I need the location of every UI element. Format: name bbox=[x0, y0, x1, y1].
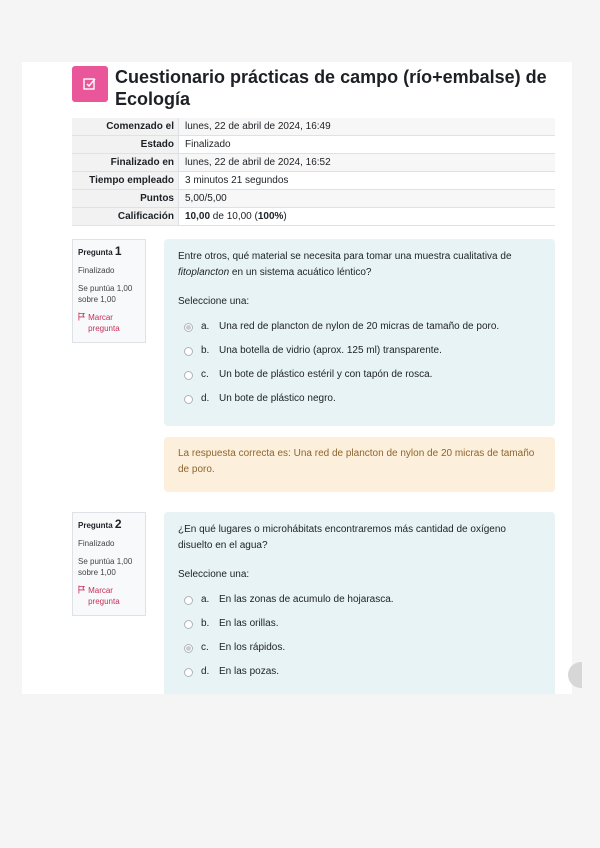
grade-close: ) bbox=[283, 211, 287, 222]
question-text-part: en un sistema acuático léntico? bbox=[229, 267, 372, 278]
flag-question-link[interactable] bbox=[78, 585, 140, 607]
answer-letter: d. bbox=[201, 393, 210, 404]
summary-value: 3 minutos 21 segundos bbox=[179, 172, 556, 190]
answer-text: En las zonas de acumulo de hojarasca. bbox=[219, 594, 394, 605]
question-number-label: Pregunta bbox=[78, 248, 113, 257]
answer-letter: d. bbox=[201, 666, 210, 677]
grade-value: 10,00 bbox=[185, 211, 211, 222]
answer-option-d[interactable] bbox=[178, 660, 541, 684]
question-number bbox=[78, 519, 140, 531]
answer-radio[interactable] bbox=[184, 347, 193, 356]
answer-option-b[interactable] bbox=[178, 339, 541, 363]
answer-text: Una red de plancton de nylon de 20 micras de tamaño de poro. bbox=[219, 321, 500, 332]
summary-value: lunes, 22 de abril de 2024, 16:49 bbox=[179, 118, 556, 136]
question-number-value: 2 bbox=[114, 517, 122, 531]
question-text bbox=[178, 249, 541, 281]
answer-radio-selected[interactable] bbox=[184, 644, 193, 653]
question-grade: Se puntúa 1,00 sobre 1,00 bbox=[78, 284, 133, 304]
summary-value: lunes, 22 de abril de 2024, 16:52 bbox=[179, 154, 556, 172]
correct-answer-feedback: La respuesta correcta es: Una red de plancton de nylon de 20 micras de tamaño de poro. bbox=[164, 437, 555, 492]
summary-row bbox=[72, 172, 555, 190]
summary-label: Calificación bbox=[72, 208, 179, 226]
flag-icon bbox=[78, 312, 85, 321]
answer-option-b[interactable] bbox=[178, 612, 541, 636]
answer-text: En los rápidos. bbox=[219, 642, 286, 653]
summary-label: Comenzado el bbox=[72, 118, 179, 136]
answer-option-c[interactable] bbox=[178, 636, 541, 660]
summary-label: Estado bbox=[72, 136, 179, 154]
answer-letter: a. bbox=[201, 594, 210, 605]
summary-row bbox=[72, 118, 555, 136]
answer-text: En las orillas. bbox=[219, 618, 279, 629]
question-text-part: Entre otros, qué material se necesita para tomar una muestra cualitativa de bbox=[178, 251, 512, 262]
summary-label: Finalizado en bbox=[72, 154, 179, 172]
answer-prompt: Seleccione una: bbox=[178, 569, 250, 580]
answer-radio-selected[interactable] bbox=[184, 323, 193, 332]
question-text: ¿En qué lugares o microhábitats encontraremos más cantidad de oxígeno disuelto en el agua? bbox=[178, 524, 506, 551]
answer-option-c[interactable] bbox=[178, 363, 541, 387]
answer-prompt: Seleccione una: bbox=[178, 296, 250, 307]
summary-row bbox=[72, 190, 555, 208]
flag-icon bbox=[78, 585, 85, 594]
answer-text: Un bote de plástico estéril y con tapón de rosca. bbox=[219, 369, 433, 380]
page-title: Cuestionario prácticas de campo (río+embalse) de Ecología bbox=[115, 67, 547, 109]
answer-letter: b. bbox=[201, 345, 210, 356]
summary-row bbox=[72, 136, 555, 154]
answer-option-a[interactable] bbox=[178, 315, 541, 339]
question-number-value: 1 bbox=[114, 244, 122, 258]
summary-row bbox=[72, 154, 555, 172]
flag-question-link[interactable] bbox=[78, 312, 140, 334]
summary-label: Tiempo empleado bbox=[72, 172, 179, 190]
flag-label: Marcar pregunta bbox=[88, 586, 120, 606]
attempt-summary-table bbox=[72, 118, 555, 226]
answer-radio[interactable] bbox=[184, 596, 193, 605]
answer-letter: c. bbox=[201, 369, 209, 380]
grade-percent: 100% bbox=[257, 211, 284, 222]
summary-value bbox=[179, 208, 556, 226]
answer-option-a[interactable] bbox=[178, 588, 541, 612]
question-state: Finalizado bbox=[78, 539, 115, 548]
question-grade: Se puntúa 1,00 sobre 1,00 bbox=[78, 557, 133, 577]
grade-max: de 10,00 ( bbox=[210, 211, 258, 222]
answer-list bbox=[178, 588, 541, 684]
answer-letter: c. bbox=[201, 642, 209, 653]
answer-text: Un bote de plástico negro. bbox=[219, 393, 336, 404]
flag-label: Marcar pregunta bbox=[88, 313, 120, 333]
question-2-info bbox=[72, 512, 146, 616]
answer-text: Una botella de vidrio (aprox. 125 ml) transparente. bbox=[219, 345, 442, 356]
summary-label: Puntos bbox=[72, 190, 179, 208]
answer-list bbox=[178, 315, 541, 411]
quiz-review-page bbox=[22, 62, 572, 694]
question-number bbox=[78, 246, 140, 258]
answer-text: En las pozas. bbox=[219, 666, 280, 677]
summary-value: Finalizado bbox=[179, 136, 556, 154]
answer-letter: a. bbox=[201, 321, 210, 332]
summary-value: 5,00/5,00 bbox=[179, 190, 556, 208]
answer-option-d[interactable] bbox=[178, 387, 541, 411]
quiz-icon bbox=[72, 66, 108, 102]
summary-row bbox=[72, 208, 555, 226]
question-1-content bbox=[164, 239, 555, 426]
question-1-info bbox=[72, 239, 146, 343]
question-2-content bbox=[164, 512, 555, 694]
question-state: Finalizado bbox=[78, 266, 115, 275]
answer-letter: b. bbox=[201, 618, 210, 629]
answer-radio[interactable] bbox=[184, 620, 193, 629]
question-number-label: Pregunta bbox=[78, 521, 113, 530]
question-text-emphasis: fitoplancton bbox=[178, 267, 230, 278]
answer-radio[interactable] bbox=[184, 395, 193, 404]
answer-radio[interactable] bbox=[184, 371, 193, 380]
answer-radio[interactable] bbox=[184, 668, 193, 677]
